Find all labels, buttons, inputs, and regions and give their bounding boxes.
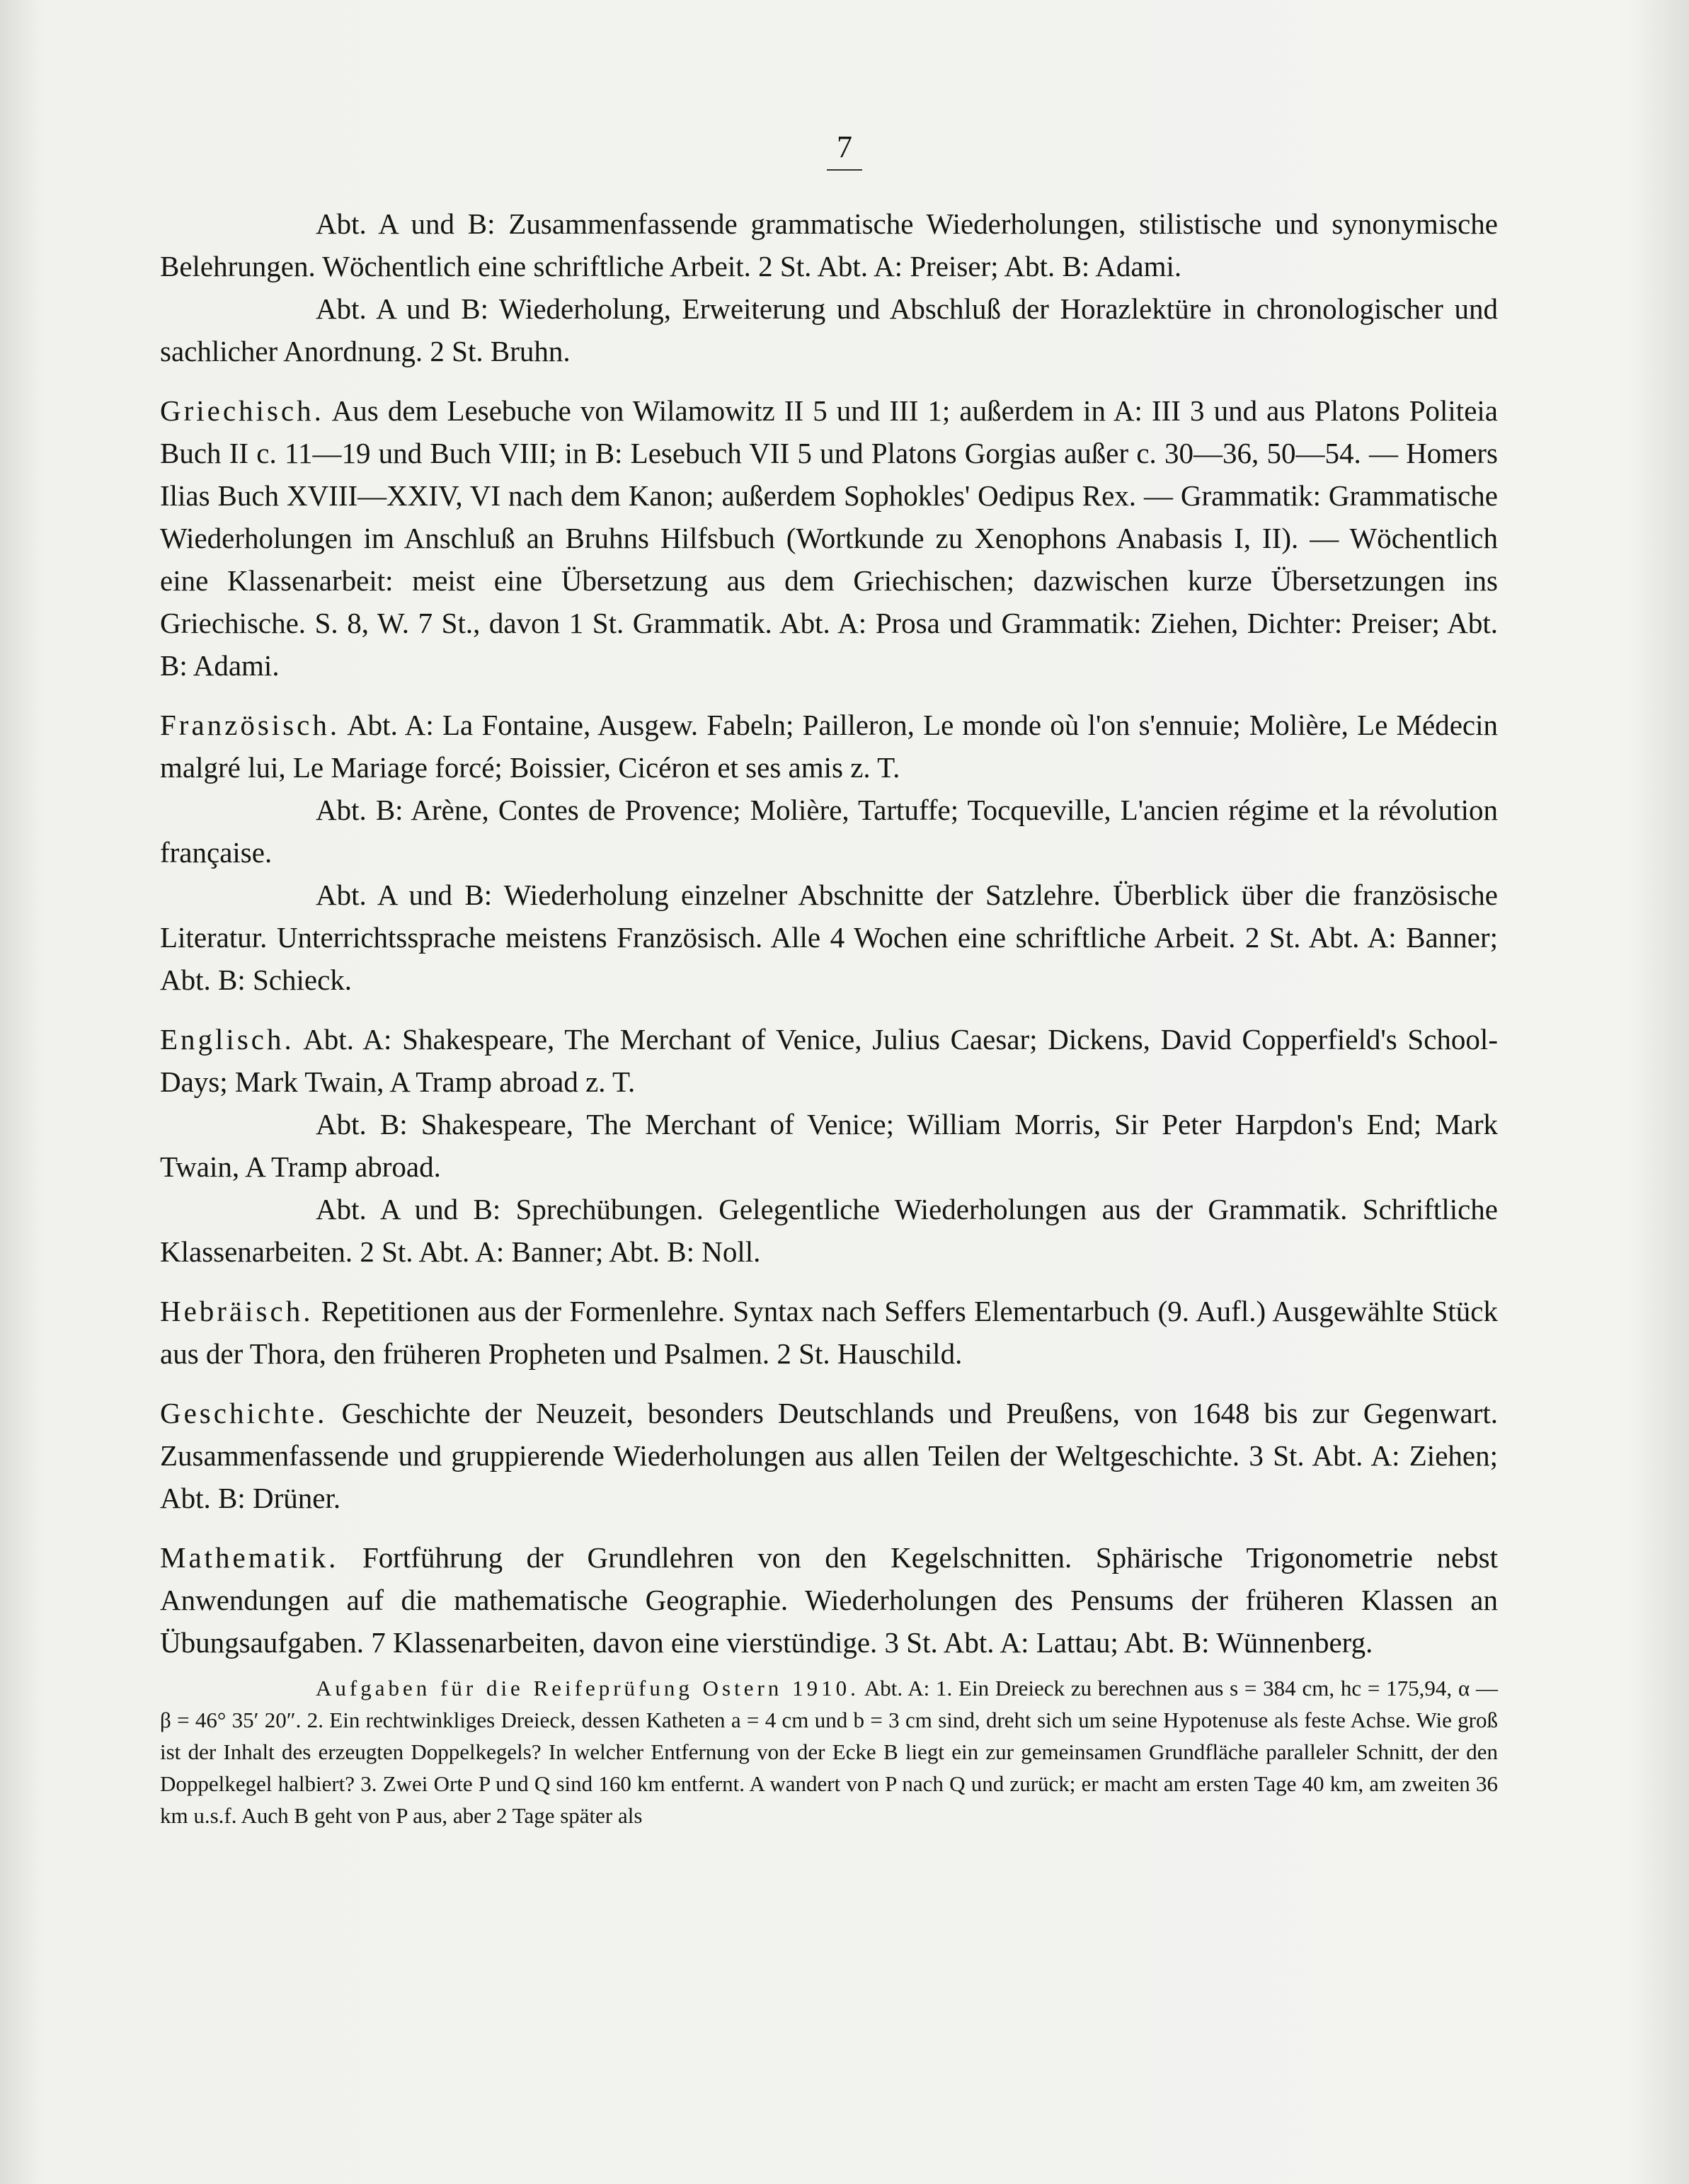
aufgaben-paragraph [160, 1672, 1498, 1831]
griechisch-section [160, 389, 1498, 687]
mathematik-text: Fortführung der Grundlehren von den Kegelschnitten. Sphärische Trigonometrie nebst Anwendungen auf die mathematische Geographie. Wiederholungen des Pensums der früheren Klassen an Übungsaufgaben. 7 Klassenarbeiten, davon eine vierstündige. 3 St. Abt. A: Lattau; Abt. B: Wünnenberg. [160, 1541, 1498, 1659]
aufgaben-heading: Aufgaben für die Reifeprüfung Ostern 1910. [316, 1676, 859, 1700]
aufgaben-text: Abt. A: 1. Ein Dreieck zu berechnen aus s = 384 cm, hc = 175,94, α — β = 46° 35′ 20″. 2. Ein rechtwinkliges Dreieck, dessen Katheten a = 4 cm und b = 3 cm sind, dreht sich um seine Hypotenuse als feste Achse. Wie groß ist der Inhalt des erzeugten Doppelkegels? In welcher Entfernung von der Ecke B liegt ein zur gemeinsamen Grundfläche paralleler Schnitt, der den Doppelkegel halbiert? 3. Zwei Orte P und Q sind 160 km entfernt. A wandert von P nach Q und zurück; er macht am ersten Tage 40 km, am zweiten 36 km u.s.f. Auch B geht von P aus, aber 2 Tage später als [160, 1676, 1498, 1828]
geschichte-text: Geschichte der Neuzeit, besonders Deutschlands und Preußens, von 1648 bis zur Gegenwart. Zusammenfassende und gruppierende Wiederholungen aus allen Teilen der Weltgeschichte. 3 St. Abt. A: Ziehen; Abt. B: Drüner. [160, 1397, 1498, 1514]
page-number: 7 [0, 129, 1689, 171]
geschichte-section [160, 1392, 1498, 1519]
franzoesisch-section [160, 704, 1498, 789]
franzoesisch-text: Abt. A: La Fontaine, Ausgew. Fabeln; Pailleron, Le monde où l'on s'ennuie; Molière, Le Médecin malgré lui, Le Mariage forcé; Boissier, Cicéron et ses amis z. T. [160, 709, 1498, 784]
englisch-paragraph-2: Abt. B: Shakespeare, The Merchant of Venice; William Morris, Sir Peter Harpdon's End; Mark Twain, A Tramp abroad. [160, 1108, 1498, 1183]
griechisch-heading: Griechisch. [160, 394, 324, 427]
hebraeisch-heading: Hebräisch. [160, 1295, 314, 1327]
franzoesisch-paragraph-3: Abt. A und B: Wiederholung einzelner Abschnitte der Satzlehre. Überblick über die französische Literatur. Unterrichtssprache meistens Französisch. Alle 4 Wochen eine schriftliche Arbeit. 2 St. Abt. A: Banner; Abt. B: Schieck. [160, 879, 1498, 996]
englisch-section [160, 1018, 1498, 1103]
englisch-paragraph-3: Abt. A und B: Sprechübungen. Gelegentliche Wiederholungen aus der Grammatik. Schriftliche Klassenarbeiten. 2 St. Abt. A: Banner; Abt. B: Noll. [160, 1193, 1498, 1268]
mathematik-heading: Mathematik. [160, 1541, 339, 1574]
geschichte-heading: Geschichte. [160, 1397, 328, 1429]
latein-paragraph-2: Abt. A und B: Wiederholung, Erweiterung und Abschluß der Horazlektüre in chronologischer und sachlicher Anordnung. 2 St. Bruhn. [160, 292, 1498, 367]
latein-paragraph-1: Abt. A und B: Zusammenfassende grammatische Wiederholungen, stilistische und synonymische Belehrungen. Wöchentlich eine schriftliche Arbeit. 2 St. Abt. A: Preiser; Abt. B: Adami. [160, 207, 1498, 282]
franzoesisch-paragraph-2: Abt. B: Arène, Contes de Provence; Molière, Tartuffe; Tocqueville, L'ancien régime et la révolution française. [160, 794, 1498, 869]
englisch-heading: Englisch. [160, 1023, 294, 1056]
hebraeisch-section [160, 1290, 1498, 1375]
hebraeisch-text: Repetitionen aus der Formenlehre. Syntax nach Seffers Elementarbuch (9. Aufl.) Ausgewählte Stück aus der Thora, den früheren Propheten und Psalmen. 2 St. Hauschild. [160, 1295, 1498, 1370]
page-content [160, 202, 1498, 1831]
franzoesisch-heading: Französisch. [160, 709, 340, 741]
mathematik-section [160, 1536, 1498, 1664]
englisch-text: Abt. A: Shakespeare, The Merchant of Venice, Julius Caesar; Dickens, David Copperfield's School-Days; Mark Twain, A Tramp abroad z. T. [160, 1023, 1498, 1098]
griechisch-text: Aus dem Lesebuche von Wilamowitz II 5 und III 1; außerdem in A: III 3 und aus Platons Politeia Buch II c. 11—19 und Buch VIII; in B: Lesebuch VII 5 und Platons Gorgias außer c. 30—36, 50—54. — Homers Ilias Buch XVIII—XXIV, VI nach dem Kanon; außerdem Sophokles' Oedipus Rex. — Grammatik: Grammatische Wiederholungen im Anschluß an Bruhns Hilfsbuch (Wortkunde zu Xenophons Anabasis I, II). — Wöchentlich eine Klassenarbeit: meist eine Übersetzung aus dem Griechischen; dazwischen kurze Übersetzungen ins Griechische. S. 8, W. 7 St., davon 1 St. Grammatik. Abt. A: Prosa und Grammatik: Ziehen, Dichter: Preiser; Abt. B: Adami. [160, 394, 1498, 682]
